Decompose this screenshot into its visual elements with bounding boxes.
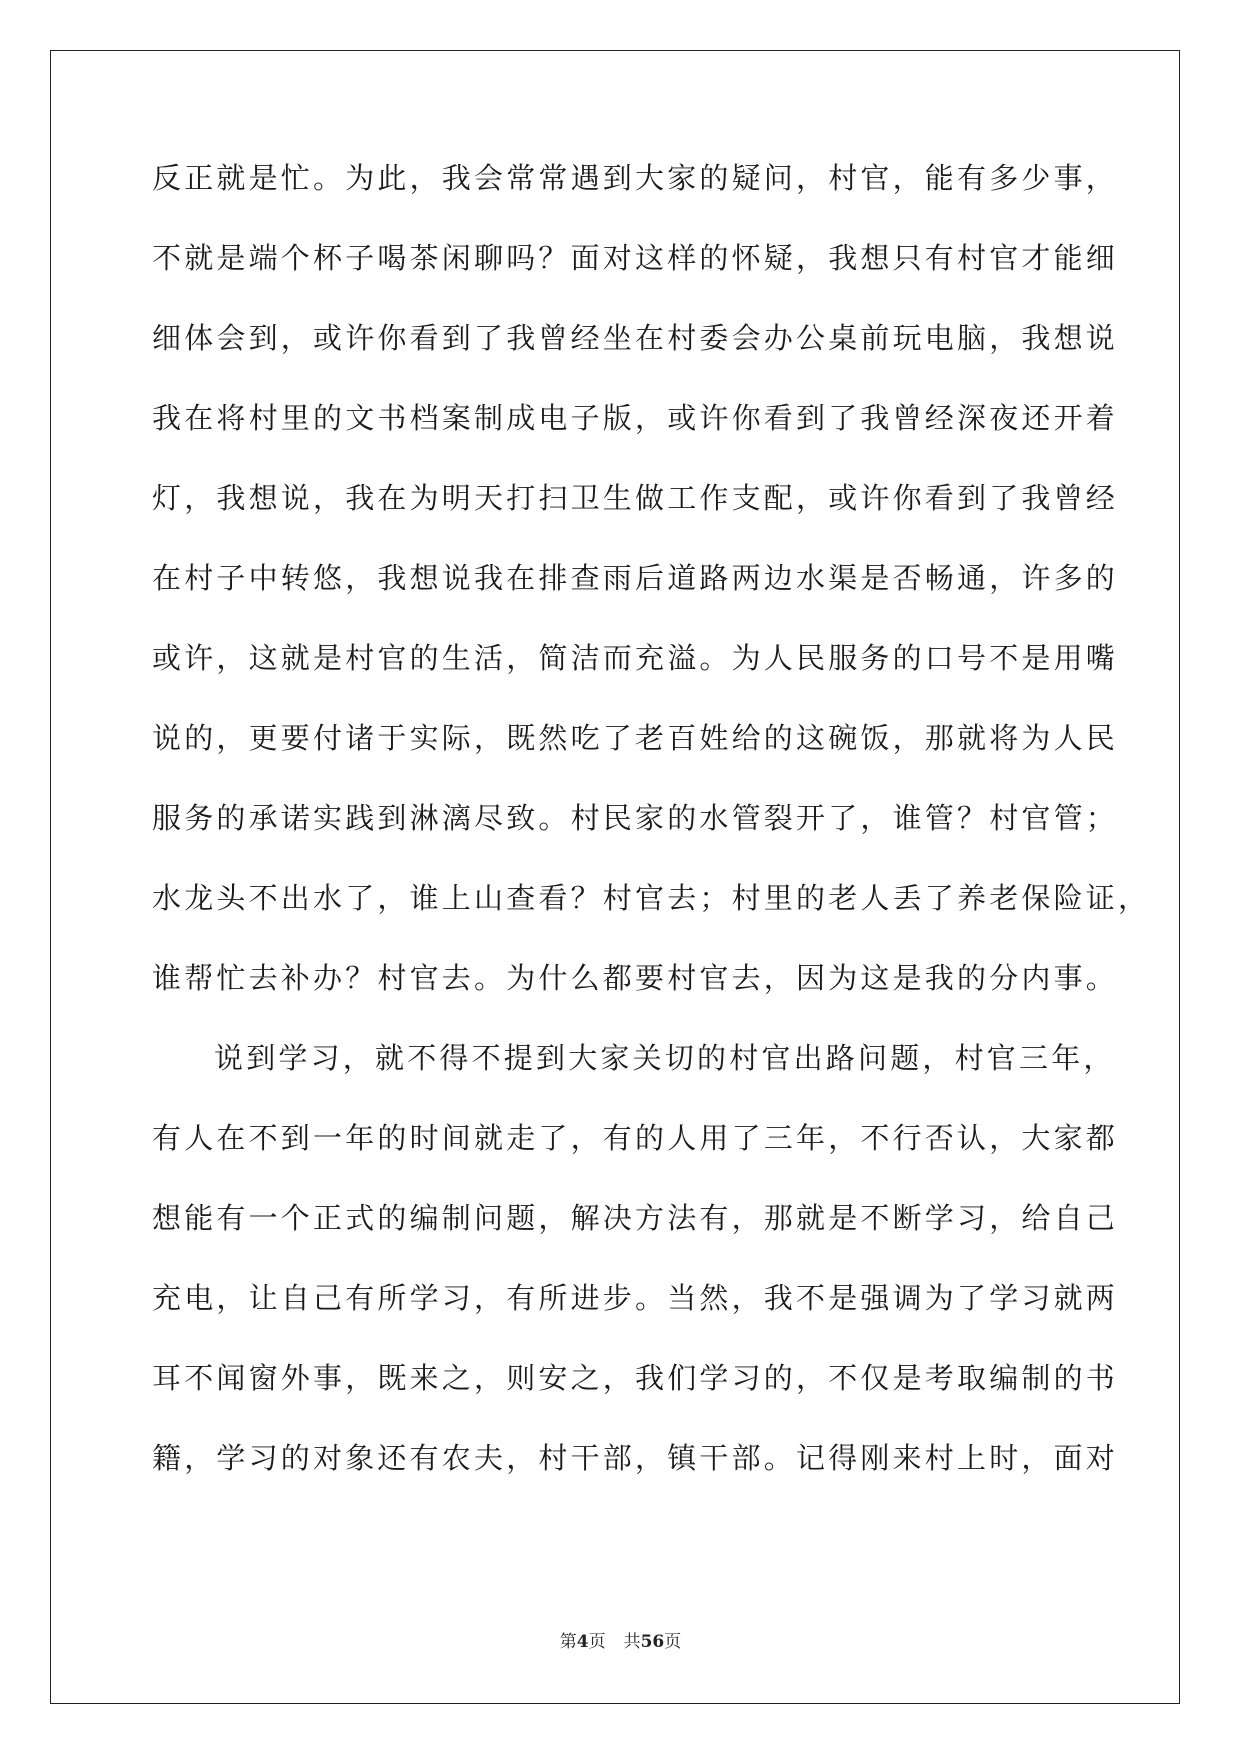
total-prefix: 共 [623,1632,641,1652]
text-line: 想能有一个正式的编制问题，解决方法有，那就是不断学习，给自己 [152,1201,1119,1235]
text-line: 耳不闻窗外事，既来之，则安之，我们学习的，不仅是考取编制的书 [152,1361,1119,1395]
total-suffix: 页 [664,1632,682,1652]
text-line: 或许，这就是村官的生活，简洁而充溢。为人民服务的口号不是用嘴 [152,641,1119,675]
text-line: 服务的承诺实践到淋漓尽致。村民家的水管裂开了，谁管？村官管； [152,801,1119,835]
text-line: 细体会到，或许你看到了我曾经坐在村委会办公桌前玩电脑，我想说 [152,321,1119,355]
total-pages: 56 [640,1632,665,1652]
page-footer [0,1627,1241,1652]
text-line: 不就是端个杯子喝茶闲聊吗？面对这样的怀疑，我想只有村官才能细 [152,241,1119,275]
page-prefix: 第 [559,1632,577,1652]
text-line: 灯，我想说，我在为明天打扫卫生做工作支配，或许你看到了我曾经 [152,481,1119,515]
body-text [152,158,1151,1518]
text-line: 充电，让自己有所学习，有所进步。当然，我不是强调为了学习就两 [152,1281,1119,1315]
paragraph-start-line: 说到学习，就不得不提到大家关切的村官出路问题，村官三年， [214,1041,1116,1075]
text-line: 有人在不到一年的时间就走了，有的人用了三年，不行否认，大家都 [152,1121,1119,1155]
text-line: 籍，学习的对象还有农夫，村干部，镇干部。记得刚来村上时，面对 [152,1441,1119,1475]
text-line: 反正就是忙。为此，我会常常遇到大家的疑问，村官，能有多少事， [152,161,1119,195]
text-line: 说的，更要付诸于实际，既然吃了老百姓给的这碗饭，那就将为人民 [152,721,1119,755]
text-line: 水龙头不出水了，谁上山查看？村官去；村里的老人丢了养老保险证， [152,881,1151,915]
text-line: 谁帮忙去补办？村官去。为什么都要村官去，因为这是我的分内事。 [152,961,1119,995]
page-suffix: 页 [588,1632,606,1652]
text-line: 在村子中转悠，我想说我在排查雨后道路两边水渠是否畅通，许多的 [152,561,1119,595]
text-line: 我在将村里的文书档案制成电子版，或许你看到了我曾经深夜还开着 [152,401,1119,435]
page-number: 4 [576,1632,589,1652]
